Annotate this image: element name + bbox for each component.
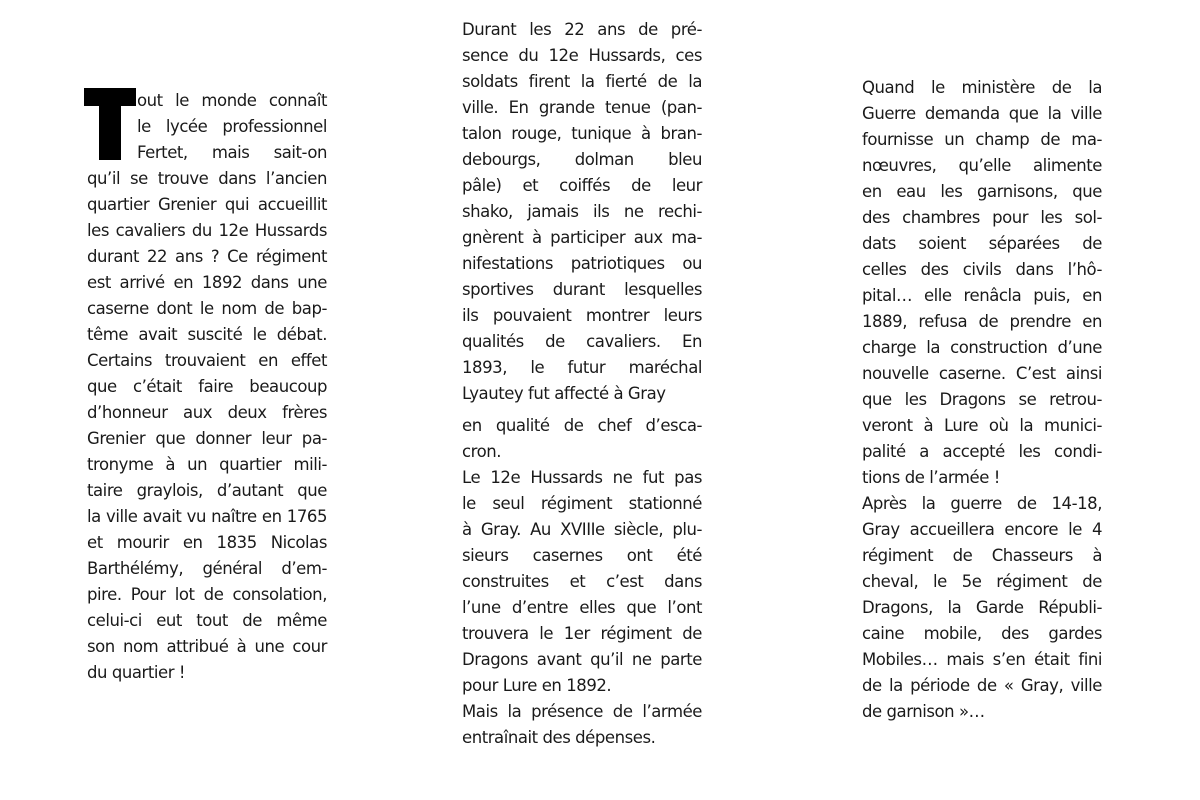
- text-line: gnèrent à participer aux ma-: [462, 228, 702, 247]
- text-line: son nom attribué à une cour: [87, 637, 327, 656]
- text-line: talon rouge, tunique à bran-: [462, 124, 702, 143]
- text-line: sieurs casernes ont été: [462, 546, 702, 565]
- text-line: et mourir en 1835 Nicolas: [87, 533, 327, 552]
- text-line: d’honneur aux deux frères: [87, 403, 327, 422]
- text-line: celles des civils dans l’hô-: [862, 260, 1102, 279]
- text-line: Fertet, mais sait-on: [137, 143, 327, 162]
- text-line: de garnison »…: [862, 702, 985, 721]
- text-line: 1889, refusa de prendre en: [862, 312, 1102, 331]
- text-line: taire graylois, d’autant que: [87, 481, 327, 500]
- text-line: nifestations patriotiques ou: [462, 254, 702, 273]
- text-line: pital… elle renâcla puis, en: [862, 286, 1102, 305]
- text-line: le lycée professionnel: [137, 117, 327, 136]
- text-line: caine mobile, des gardes: [862, 624, 1102, 643]
- text-line: quartier Grenier qui accueillit: [87, 195, 327, 214]
- text-line: durant 22 ans ? Ce régiment: [87, 247, 327, 266]
- article-column-2: [462, 17, 702, 751]
- text-line: ils pouvaient montrer leurs: [462, 306, 702, 325]
- text-line: en eau les garnisons, que: [862, 182, 1102, 201]
- text-line: pâle) et coiffés de leur: [462, 176, 702, 195]
- text-line: fournisse un champ de ma-: [862, 130, 1102, 149]
- text-line: l’une d’entre elles que l’ont: [462, 598, 702, 617]
- drop-cap: [84, 88, 136, 160]
- text-line: out le monde connaît: [137, 91, 327, 110]
- text-line: palité a accepté les condi-: [862, 442, 1102, 461]
- text-line: la ville avait vu naître en 1765: [87, 507, 327, 526]
- text-line: Mobiles… mais s’en était fini: [862, 650, 1102, 669]
- text-line: trouvera le 1er régiment de: [462, 624, 702, 643]
- text-line: Dragons, la Garde Républi-: [862, 598, 1102, 617]
- text-line: Quand le ministère de la: [862, 78, 1102, 97]
- text-line: caserne dont le nom de bap-: [87, 299, 327, 318]
- text-line: régiment de Chasseurs à: [862, 546, 1102, 565]
- text-line: tronyme à un quartier mili-: [87, 455, 327, 474]
- text-line: Certains trouvaient en effet: [87, 351, 327, 370]
- text-line: Le 12e Hussards ne fut pas: [462, 468, 702, 487]
- text-line: sportives durant lesquelles: [462, 280, 702, 299]
- text-line: à Gray. Au XVIIIe siècle, plu-: [462, 520, 702, 539]
- text-line: pour Lure en 1892.: [462, 676, 612, 695]
- text-line: tions de l’armée !: [862, 468, 1000, 487]
- text-line: tême avait suscité le débat.: [87, 325, 327, 344]
- text-line: nouvelle caserne. C’est ainsi: [862, 364, 1102, 383]
- text-line: pire. Pour lot de consolation,: [87, 585, 327, 604]
- text-line: Guerre demanda que la ville: [862, 104, 1102, 123]
- text-line: Après la guerre de 14-18,: [862, 494, 1102, 513]
- text-line: shako, jamais ils ne rechi-: [462, 202, 702, 221]
- text-line: entraînait des dépenses.: [462, 728, 656, 747]
- text-line: debourgs, dolman bleu: [462, 150, 702, 169]
- text-line: les cavaliers du 12e Hussards: [87, 221, 327, 240]
- text-line: Durant les 22 ans de pré-: [462, 20, 702, 39]
- text-line: que c’était faire beaucoup: [87, 377, 327, 396]
- text-line: Dragons avant qu’il ne parte: [462, 650, 702, 669]
- text-line: est arrivé en 1892 dans une: [87, 273, 327, 292]
- text-line: dats soient séparées de: [862, 234, 1102, 253]
- text-line: Mais la présence de l’armée: [462, 702, 702, 721]
- text-line: en qualité de chef d’esca-: [462, 416, 702, 435]
- text-line: construites et c’est dans: [462, 572, 702, 591]
- text-line: ville. En grande tenue (pan-: [462, 98, 702, 117]
- text-line: Barthélémy, général d’em-: [87, 559, 327, 578]
- text-line: nœuvres, qu’elle alimente: [862, 156, 1102, 175]
- text-line: Grenier que donner leur pa-: [87, 429, 327, 448]
- text-line: sence du 12e Hussards, ces: [462, 46, 702, 65]
- text-line: que les Dragons se retrou-: [862, 390, 1102, 409]
- text-line: qualités de cavaliers. En: [462, 332, 702, 351]
- text-line: qu’il se trouve dans l’ancien: [87, 169, 327, 188]
- text-line: de la période de « Gray, ville: [862, 676, 1102, 695]
- text-line: cron.: [462, 442, 502, 461]
- article-column-1: [87, 88, 327, 686]
- text-line: celui-ci eut tout de même: [87, 611, 327, 630]
- text-line: Gray accueillera encore le 4: [862, 520, 1102, 539]
- text-line: veront à Lure où la munici-: [862, 416, 1102, 435]
- text-line: des chambres pour les sol-: [862, 208, 1102, 227]
- article-column-3: [862, 75, 1102, 725]
- text-line: Lyautey fut affecté à Gray: [462, 384, 666, 403]
- text-line: cheval, le 5e régiment de: [862, 572, 1102, 591]
- text-line: charge la construction d’une: [862, 338, 1102, 357]
- text-line: du quartier !: [87, 663, 186, 682]
- text-line: le seul régiment stationné: [462, 494, 702, 513]
- text-line: soldats firent la fierté de la: [462, 72, 702, 91]
- text-line: 1893, le futur maréchal: [462, 358, 702, 377]
